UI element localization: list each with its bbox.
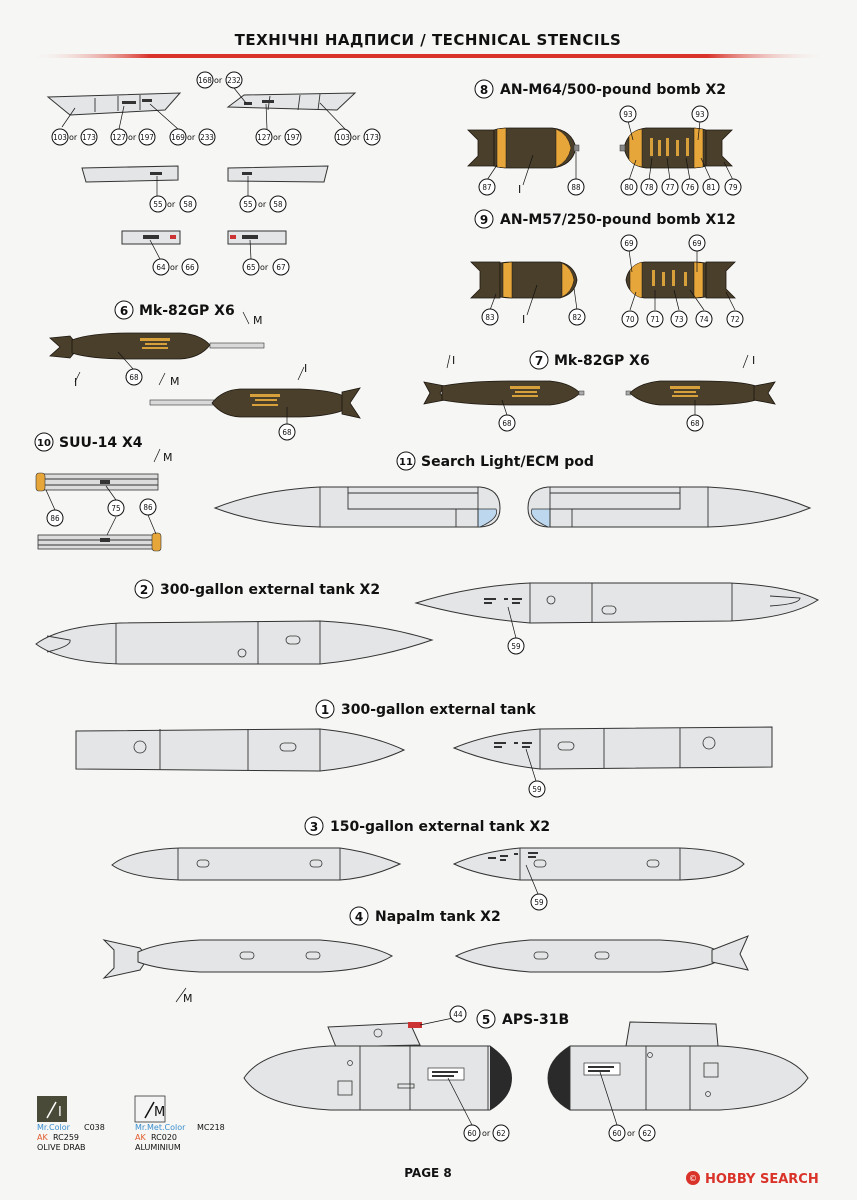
svg-text:69: 69 <box>624 239 634 248</box>
ecm-pod-left <box>215 487 500 527</box>
svg-text:65: 65 <box>246 263 256 272</box>
section-10 <box>35 433 173 551</box>
svg-text:103: 103 <box>336 133 350 142</box>
an-m57-bomb-other-side <box>626 262 735 298</box>
svg-text:I: I <box>304 362 308 375</box>
section-4-title: Napalm tank X2 <box>375 909 501 925</box>
ecm-pod-right <box>528 487 810 527</box>
svg-text:M: M <box>170 375 180 388</box>
svg-text:I: I <box>522 313 526 326</box>
aps31b-pod-left <box>244 1022 512 1110</box>
mk82-bomb-left <box>424 381 584 405</box>
section-7 <box>424 351 775 431</box>
svg-text:M: M <box>183 992 193 1005</box>
svg-text:68: 68 <box>129 373 139 382</box>
svg-text:86: 86 <box>50 514 60 523</box>
svg-text:10: 10 <box>37 438 51 449</box>
svg-text:60: 60 <box>612 1129 622 1138</box>
svg-text:or: or <box>352 133 361 142</box>
svg-text:75: 75 <box>111 504 121 513</box>
section-1 <box>76 700 772 797</box>
svg-text:or: or <box>260 263 269 272</box>
svg-text:232: 232 <box>227 76 241 85</box>
svg-text:44: 44 <box>453 1010 463 1019</box>
300gal-tank-single-right <box>454 727 772 769</box>
svg-text:70: 70 <box>625 315 635 324</box>
header-rule <box>30 54 827 58</box>
section-6 <box>50 301 360 440</box>
svg-text:55: 55 <box>153 200 163 209</box>
svg-text:I: I <box>752 354 756 367</box>
svg-text:83: 83 <box>485 313 495 322</box>
svg-text:197: 197 <box>140 133 154 142</box>
mk82-bomb-right <box>626 381 775 405</box>
napalm-tank-left <box>104 940 392 978</box>
section-6-title: Mk-82GP X6 <box>139 303 235 319</box>
svg-text:71: 71 <box>650 315 660 324</box>
page-number: PAGE 8 <box>404 1166 452 1180</box>
an-m57-bomb-side <box>471 262 577 298</box>
svg-text:78: 78 <box>644 183 654 192</box>
svg-text:9: 9 <box>479 213 489 227</box>
an-m64-bomb-other-side <box>620 128 732 168</box>
svg-text:173: 173 <box>82 133 96 142</box>
svg-text:Mr.Met.Color: Mr.Met.Color <box>135 1123 186 1132</box>
svg-text:168: 168 <box>198 76 212 85</box>
svg-text:ALUMINIUM: ALUMINIUM <box>135 1143 181 1152</box>
section-10-title: SUU-14 X4 <box>59 435 143 451</box>
svg-text:3: 3 <box>309 820 319 834</box>
svg-text:103: 103 <box>53 133 67 142</box>
svg-text:79: 79 <box>728 183 738 192</box>
section-2-title: 300-gallon external tank X2 <box>160 582 381 598</box>
svg-text:AK: AK <box>135 1133 146 1142</box>
svg-text:76: 76 <box>685 183 695 192</box>
svg-text:or: or <box>187 133 196 142</box>
color-legend-olive-drab <box>37 1096 105 1152</box>
svg-text:or: or <box>627 1129 636 1138</box>
svg-text:88: 88 <box>571 183 581 192</box>
svg-text:8: 8 <box>479 83 489 97</box>
svg-text:69: 69 <box>692 239 702 248</box>
section-2 <box>36 580 818 664</box>
color-legend-aluminium <box>135 1096 225 1152</box>
svg-text:1: 1 <box>320 703 330 717</box>
mk82-bomb-lower <box>150 388 360 418</box>
svg-text:or: or <box>170 263 179 272</box>
svg-text:93: 93 <box>623 110 633 119</box>
section-8-title: AN-M64/500-pound bomb X2 <box>500 82 727 98</box>
section-9 <box>471 210 743 327</box>
svg-text:169: 169 <box>171 133 185 142</box>
svg-text:7: 7 <box>534 354 544 368</box>
svg-text:59: 59 <box>532 785 542 794</box>
svg-text:60: 60 <box>467 1129 477 1138</box>
svg-text:M: M <box>154 1105 166 1120</box>
svg-text:173: 173 <box>365 133 379 142</box>
section-11 <box>215 452 810 527</box>
svg-text:or: or <box>167 200 176 209</box>
svg-text:80: 80 <box>624 183 634 192</box>
svg-text:59: 59 <box>534 898 544 907</box>
svg-text:127: 127 <box>112 133 126 142</box>
svg-text:RC259: RC259 <box>53 1133 80 1142</box>
svg-text:M: M <box>253 314 263 327</box>
svg-text:or: or <box>273 133 282 142</box>
svg-text:HOBBY SEARCH: HOBBY SEARCH <box>705 1172 819 1187</box>
svg-text:68: 68 <box>282 428 292 437</box>
wing-panels <box>48 72 380 275</box>
svg-text:C038: C038 <box>84 1123 105 1132</box>
150gal-tank-right <box>454 848 744 880</box>
300gal-tank-right <box>416 583 818 623</box>
mk82-bomb-upper <box>50 333 264 359</box>
section-7-title: Mk-82GP X6 <box>554 353 650 369</box>
page-title: ТЕХНІЧНІ НАДПИСИ / TECHNICAL STENCILS <box>234 31 622 49</box>
svg-text:87: 87 <box>482 183 492 192</box>
svg-text:59: 59 <box>511 642 521 651</box>
suu14-dispenser-upper <box>36 473 158 491</box>
section-9-title: AN-M57/250-pound bomb X12 <box>500 212 736 228</box>
svg-text:Mr.Color: Mr.Color <box>37 1123 70 1132</box>
svg-text:or: or <box>482 1129 491 1138</box>
left-wing-panel <box>48 93 180 115</box>
300gal-tank-left <box>36 621 432 664</box>
svg-text:72: 72 <box>730 315 740 324</box>
svg-text:5: 5 <box>481 1013 491 1027</box>
svg-text:AK: AK <box>37 1133 48 1142</box>
svg-text:66: 66 <box>185 263 195 272</box>
300gal-tank-single-left <box>76 729 404 771</box>
section-3-title: 150-gallon external tank X2 <box>330 819 551 835</box>
svg-text:62: 62 <box>642 1129 652 1138</box>
svg-text:68: 68 <box>502 419 512 428</box>
right-wing-panel <box>228 93 355 110</box>
section-11-title: Search Light/ECM pod <box>421 454 594 470</box>
svg-text:I: I <box>58 1105 62 1120</box>
svg-text:I: I <box>452 354 456 367</box>
svg-text:58: 58 <box>273 200 283 209</box>
svg-text:82: 82 <box>572 313 582 322</box>
svg-text:73: 73 <box>674 315 684 324</box>
svg-text:55: 55 <box>243 200 253 209</box>
section-8 <box>468 80 741 196</box>
svg-text:©: © <box>689 1174 697 1183</box>
svg-text:2: 2 <box>139 583 149 597</box>
an-m64-bomb-side <box>468 128 579 168</box>
svg-text:62: 62 <box>496 1129 506 1138</box>
section-1-title: 300-gallon external tank <box>341 702 536 718</box>
section-5-title: APS-31B <box>502 1012 570 1028</box>
svg-text:68: 68 <box>690 419 700 428</box>
svg-text:197: 197 <box>286 133 300 142</box>
svg-text:MC218: MC218 <box>197 1123 225 1132</box>
svg-text:or: or <box>258 200 267 209</box>
svg-text:OLIVE DRAB: OLIVE DRAB <box>37 1143 86 1152</box>
aps31b-pod-right <box>548 1022 808 1110</box>
svg-text:81: 81 <box>706 183 716 192</box>
svg-text:233: 233 <box>200 133 214 142</box>
150gal-tank-left <box>112 848 400 880</box>
napalm-tank-right <box>456 936 748 972</box>
svg-text:127: 127 <box>257 133 271 142</box>
svg-text:or: or <box>128 133 137 142</box>
svg-text:4: 4 <box>354 910 364 924</box>
svg-text:RC020: RC020 <box>151 1133 178 1142</box>
header <box>30 31 827 58</box>
svg-text:6: 6 <box>119 304 129 318</box>
flap-left <box>82 166 178 182</box>
section-5 <box>244 1006 808 1141</box>
svg-text:11: 11 <box>399 457 413 468</box>
svg-text:M: M <box>163 451 173 464</box>
svg-text:I: I <box>518 183 522 196</box>
svg-text:or: or <box>69 133 78 142</box>
watermark <box>686 1171 819 1187</box>
svg-text:74: 74 <box>699 315 709 324</box>
svg-text:67: 67 <box>276 263 286 272</box>
svg-text:93: 93 <box>695 110 705 119</box>
svg-text:58: 58 <box>183 200 193 209</box>
svg-text:64: 64 <box>156 263 166 272</box>
suu14-dispenser-lower <box>38 533 161 551</box>
svg-text:77: 77 <box>665 183 675 192</box>
svg-text:86: 86 <box>143 503 153 512</box>
svg-text:or: or <box>214 76 223 85</box>
section-3 <box>112 817 744 910</box>
section-4 <box>104 907 748 1005</box>
svg-text:I: I <box>74 376 78 389</box>
